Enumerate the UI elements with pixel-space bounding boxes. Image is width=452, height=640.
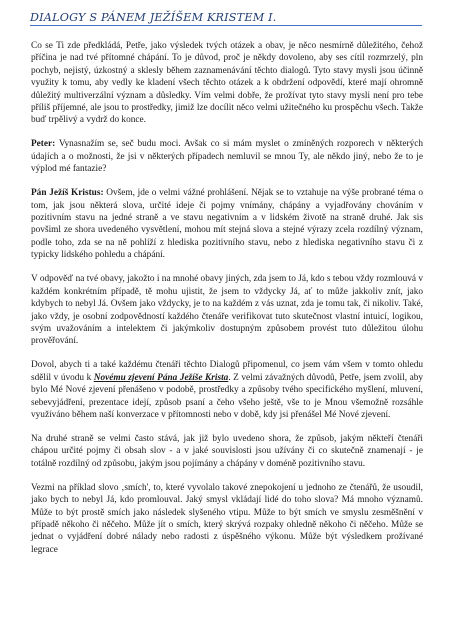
paragraph-text: Dovol, abych ti a také každému čtenáři těchto Dialogů připomenul, co jsem vám všem v tomto ohledu sdělil v úvodu k [31,360,423,383]
paragraph-2 [31,138,423,175]
speaker-label: Peter: [31,139,56,150]
paragraph-7: Vezmi na příklad slovo ‚smích', to, které vyvolalo takové znepokojení u jednoho ze čtenářů, že usoudil, jako bych to nebyl Já, kdo promlouval. Jaký smysl vkládají lidé do toho slova? Má mnoho významů. Může to být prostě smích jako následek slyšeného vtipu. Může to být smích ve smyslu zesměšnění v případě někoho či něčeho. Může jít o smích, který skrývá rozpaky ohledně někoho či něčeho. Může se jednat o vyjádření dobré nálady nebo radosti z úspěšného výkonu. Může být výsledkem prožívané legrace [31,482,423,555]
paragraph-1: Co se Ti zde předkládá, Petře, jako výsledek tvých otázek a obav, je něco nesmírně důležitého, čehož příčina je nad tvé přítomné chápání. To je důvod, proč je někdy dovoleno, aby ses cítil rozmrzelý, pln pochyb, nejistý, úzkostný a sklesly během zaznamenávání těchto dialogů. Tyto stavy mysli jsou účinně využity k tomu, aby vedly ke kladení všech těchto otázek a k obdržení odpovědí, které mají ohromně důležitý multiverzální význam a důsledky. Vím velmi dobře, že prožívat tyto stavy mysli není pro tebe příliš příjemné, ale jsou to prostředky, jimiž lze docílit něco velmi užitečného ku prospěchu všech. Takže buď trpělivý a vydrž do konce. [31,41,423,126]
paragraph-4: V odpověď na tvé obavy, jakožto i na mnohé obavy jiných, zda jsem to Já, kdo s tebou vždy rozmlouvá v každém konkrétním případě, tě mohu ujistit, že jsem to vždycky Já, ať to může jakkoliv znít, jako kdybych to nebyl Já. Ovšem jako vždycky, je to na každém z vás uznat, zda je tomu tak, či nikoliv. Také, jako vždy, je osobní zodpovědností každého čtenáře verifikovat tuto skutečnost vlastní intuicí, logikou, svým uvažováním a intelektem či jakýmkoliv dostupným způsobem provést tuto důležitou úlohu prověřování. [31,274,423,347]
paragraph-5 [31,359,423,421]
paragraph-3 [31,187,423,261]
speaker-label: Pán Ježíš Kristus: [31,188,104,199]
paragraph-text: Vynasnažím se, seč budu moci. Avšak co si mám myslet o zmíněných rozporech v některých údajích a o možnosti, že jsi v některých případech nemluvil se mnou Ty, ale někdo jiný, nebo že to je výplod mé fantazie? [31,139,423,175]
title-block [30,11,422,26]
paragraph-6: Na druhé straně se velmi často stává, jak již bylo uvedeno shora, že způsob, jakým někteří čtenáři chápou určité pojmy či obsah slov - a v jaké souvislosti jsou užívány či co skutečně znamenají - je totálně rozdílný od způsobu, jakým jsou pojímány a chápány v doméně pozitivního stavu. [31,433,423,469]
page-title: DIALOGY S PÁNEM JEŽÍŠEM KRISTEM I. [30,11,277,24]
paragraph-text: Ovšem, jde o velmi vážné prohlášení. Nějak se to vztahuje na výše probrané téma o tom, jak jsou některá slova, určité ideje či pojmy vnímány, chápány a vyjadřovány chováním v pozitivním stavu na jedné straně a ve stavu negativním a v lidském životě na straně druhé. Jak sis povšiml ze shora uvedeného vysvětlení, mohou mít stejná slova a stejné výrazy zcela rozdílný význam, podle toho, zda se na ně pohlíží z hlediska pozitivního stavu, nebo z hlediska negativního stavu či z typicky lidského pohledu a chápání. [31,188,423,261]
book-link[interactable]: Novému zjevení Pána Ježíše Krista [93,372,229,383]
document-body [31,40,423,568]
paragraph-text: . Z velmi závažných důvodů, Petře, jsem zvolil, aby bylo Mé Nové zjevení přenášeno v podobě, prostředky a způsoby tvého specifického myšlení, mluvení, sebevyjádření, prezentace idejí, způsob psaní a čeho všeho ještě, vše to je Mnou všemožně rozsáhle využíváno během naší konverzace v přítomnosti nebo v době, kdy jsi přenášel Mé Nové zjevení. [31,372,423,420]
